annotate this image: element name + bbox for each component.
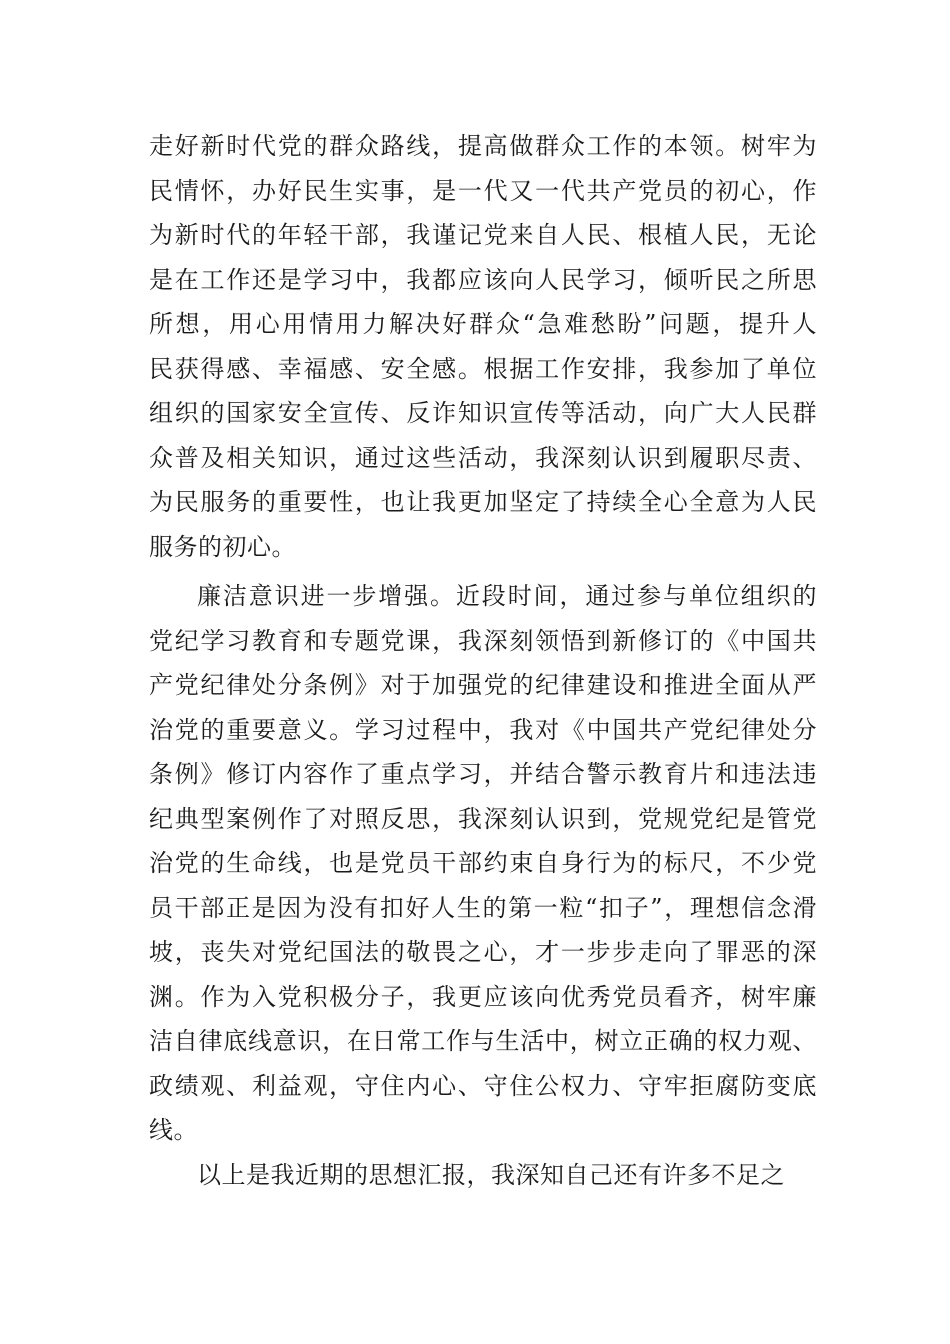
text-line: 民获得感、幸福感、安全感。根据工作安排，我参加了单位 bbox=[149, 354, 817, 383]
text-line: 组织的国家安全宣传、反诈知识宣传等活动，向广大人民群 bbox=[149, 399, 817, 427]
paragraph-integrity bbox=[149, 574, 817, 1153]
text-line: 条例》修订内容作了重点学习，并结合警示教育片和违法违 bbox=[149, 760, 817, 788]
text-line: 纪典型案例作了对照反思，我深刻认识到，党规党纪是管党 bbox=[149, 804, 817, 833]
text-line: 洁自律底线意识，在日常工作与生活中，树立正确的权力观、 bbox=[149, 1027, 817, 1055]
text-line: 线。 bbox=[149, 1116, 198, 1144]
text-line: 产党纪律处分条例》对于加强党的纪律建设和推进全面从严 bbox=[149, 671, 817, 699]
text-line: 服务的初心。 bbox=[149, 532, 296, 561]
text-line: 党纪学习教育和专题党课，我深刻领悟到新修订的《中国共 bbox=[149, 626, 817, 655]
paragraph-closing bbox=[149, 1153, 817, 1198]
text-line: 为民服务的重要性，也让我更加坚定了持续全心全意为人民 bbox=[149, 488, 817, 516]
text-line: 政绩观、利益观，守住内心、守住公权力、守牢拒腐防变底 bbox=[149, 1071, 817, 1100]
text-line: 以上是我近期的思想汇报，我深知自己还有许多不足之 bbox=[197, 1160, 785, 1189]
text-line: 治党的重要意义。学习过程中，我对《中国共产党纪律处分 bbox=[149, 715, 817, 744]
document-body bbox=[149, 124, 817, 1197]
text-line: 坡，丧失对党纪国法的敬畏之心，才一步步走向了罪恶的深 bbox=[149, 938, 817, 966]
text-line: 廉洁意识进一步增强。近段时间，通过参与单位组织的 bbox=[197, 582, 817, 610]
text-line: 所想，用心用情用力解决好群众“急难愁盼”问题，提升人 bbox=[149, 310, 817, 338]
text-line: 众普及相关知识，通过这些活动，我深刻认识到履职尽责、 bbox=[149, 443, 817, 472]
text-line: 渊。作为入党积极分子，我更应该向优秀党员看齐，树牢廉 bbox=[149, 982, 817, 1011]
text-line: 治党的生命线，也是党员干部约束自身行为的标尺，不少党 bbox=[149, 849, 817, 877]
text-line: 是在工作还是学习中，我都应该向人民学习，倾听民之所思 bbox=[149, 265, 817, 294]
text-line: 民情怀，办好民生实事，是一代又一代共产党员的初心，作 bbox=[149, 176, 817, 205]
text-line: 员干部正是因为没有扣好人生的第一粒“扣子”，理想信念滑 bbox=[149, 893, 817, 922]
paragraph-mass-line bbox=[149, 124, 817, 569]
text-line: 为新时代的年轻干部，我谨记党来自人民、根植人民，无论 bbox=[149, 221, 817, 249]
text-line: 走好新时代党的群众路线，提高做群众工作的本领。树牢为 bbox=[149, 132, 817, 160]
